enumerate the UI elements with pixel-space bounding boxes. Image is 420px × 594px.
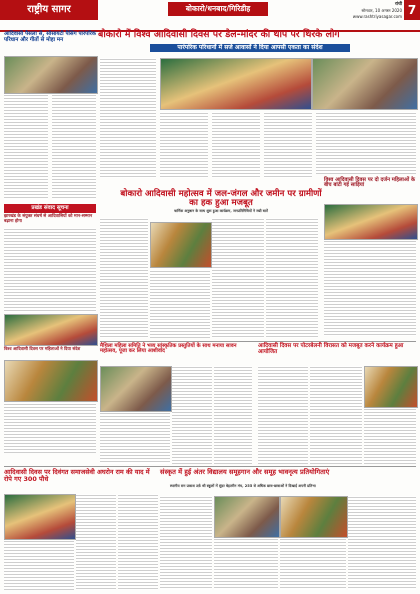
left-story-1-text-b (52, 94, 96, 200)
left-story-3-headline: विश्व आदिवासी दिवस पर महिलाओं ने दिया संदेश (4, 346, 81, 351)
bottom-left-text-2 (118, 494, 158, 590)
divider-mid (100, 341, 416, 342)
left-story-3-photo (4, 360, 98, 402)
top-col-text-1 (100, 58, 156, 178)
left-story-2-headline: झारखंड के संयुक्त संघर्ष से आदिवासियों को मान-सम्मान बढ़ाना होगा (4, 214, 93, 224)
bottom-right-text-2 (214, 538, 278, 590)
bottom-right-text-3 (280, 538, 346, 590)
bottom-right-sub: स्थानीय राम प्रकाश उर्फ़ श्री स्कूलों में सुंदर बेहतरीन मंच, 255 से अधिक छात्र-छात्राओं ने दिखाई अपनी प्रतिभा (170, 484, 316, 488)
middle-right-text-2 (310, 366, 362, 464)
date-line (330, 2, 402, 20)
left-story-1-photo (4, 56, 98, 94)
top-col-text-2 (160, 112, 208, 178)
bottom-left-text-3 (4, 540, 74, 590)
left-story-2-text (4, 228, 96, 312)
center-text-4 (150, 270, 210, 338)
bottom-right-photo-2 (280, 496, 348, 538)
center-story-headline: बोकारो आदिवासी महोत्सव में जल-जंगल और जमीन पर ग्रामीणों का हक हुआ मजबूत (120, 189, 322, 209)
page-number: 7 (404, 0, 420, 20)
masthead (0, 0, 420, 32)
bottom-right-text-4 (348, 496, 416, 590)
right-story-1-headline: विश्व आदिवासी दिवस पर दो दर्जन महिलाओं के बीच बांटी गई साड़ियां (324, 177, 415, 189)
top-photo-1 (160, 58, 312, 110)
left-story-1-text (4, 94, 48, 200)
center-text-3 (266, 218, 318, 338)
right-story-1-text (324, 240, 416, 336)
middle-left-text-3 (100, 412, 170, 464)
left-story-3-text (4, 403, 96, 453)
middle-right-photo (364, 366, 418, 408)
divider-bottom (4, 466, 416, 467)
bottom-right-headline: संस्कृत में हुई अंतर विद्यालय समूहगान और समूह भावनृत्य प्रतियोगिताएं (160, 468, 330, 476)
bottom-right-photo-1 (214, 496, 280, 538)
left-box-header: प्रखंड संवाद सूचना (4, 204, 96, 213)
bottom-left-headline: आदिवासी दिवस पर दिवंगत समाजसेवी अघरोन राम की याद में रोपे गए 300 पौधे (4, 468, 150, 483)
center-text-1 (100, 218, 148, 338)
right-story-1-photo (324, 204, 418, 240)
left-story-2-photo (4, 314, 98, 346)
top-col-text-5 (316, 112, 416, 174)
place-label: रांची (394, 2, 402, 7)
center-photo (150, 222, 212, 268)
middle-left-headline: मैथिला महिला समिति ने भव्य सांस्कृतिक प्रस्तुतियों के साथ मनाया सावन महोत्सव, पूजा कर लिया आशीर्वाद (100, 343, 237, 355)
middle-right-text-3 (364, 408, 416, 464)
center-text-2 (212, 218, 264, 338)
top-col-text-3 (212, 112, 260, 178)
middle-right-headline: आदिवासी दिवस पर पोटरबेलनी विरासत को मजबूत करने कार्यक्रम हुआ आयोजित (258, 343, 404, 355)
middle-left-text-2 (214, 366, 252, 464)
bottom-left-text-1 (76, 494, 116, 590)
middle-left-text-1 (172, 366, 212, 464)
bottom-left-photo (4, 494, 76, 540)
edition-label: बोकारो/धनबाद/गिरिडीह (168, 2, 268, 16)
left-story-1-headline: आदिवासी पैसला से, सोसायटी पैसिंग पारंपरिक परिधान और गीतों से मोहा मन (4, 31, 96, 43)
date-label: सोमवार, 10 अगस्त 2020 (361, 8, 402, 13)
top-subheadline: पारंपरिक परिधानों में सजे आवासों ने दिया आपसी एकता का संदेश (150, 44, 350, 52)
center-story-sub: धार्मिक अनुष्ठान के साथ शुरू हुआ कार्यक्रम, जनप्रतिनिधियों ने रखी बातें (174, 209, 268, 213)
top-headline: बोकारो में विश्व आदिवासी दिवस पर डेल-मांदर की थाप पर थिरके लोग (98, 29, 340, 40)
middle-left-photo (100, 366, 172, 412)
middle-right-text-1 (258, 366, 308, 464)
bottom-right-text-1 (160, 496, 212, 590)
website-label: www.rashtriyasagar.com (352, 14, 402, 19)
brand-title: राष्ट्रीय सागर (0, 0, 98, 20)
top-photo-2 (312, 58, 418, 110)
top-col-text-4 (264, 112, 312, 178)
